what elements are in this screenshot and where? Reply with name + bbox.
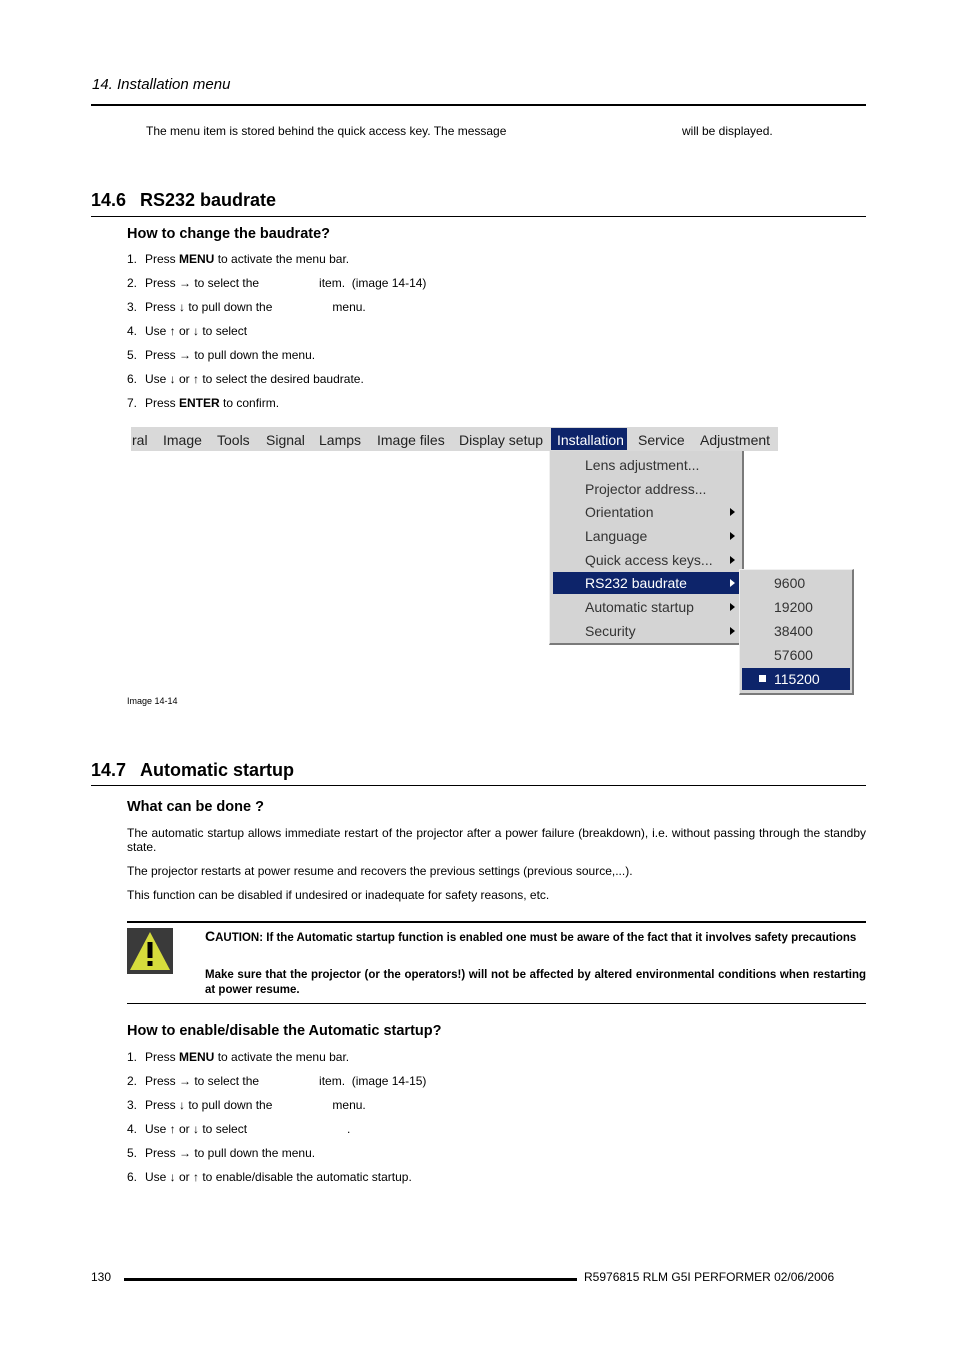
warning-icon <box>127 928 173 974</box>
step-number: 5. <box>127 1146 138 1160</box>
dropdown-item[interactable]: Security <box>585 623 636 639</box>
step-text: Press → to pull down the menu. <box>145 348 316 362</box>
list-item <box>127 1146 315 1160</box>
step-text: Press → to select the item. (image 14-15) <box>145 1074 427 1088</box>
subheading-what-can-be-done: What can be done ? <box>127 799 264 815</box>
header-rule <box>91 104 866 106</box>
page-number: 130 <box>91 1270 112 1284</box>
selected-bullet-icon <box>759 675 766 682</box>
step-text: Use ↑ or ↓ to select . <box>145 1122 351 1136</box>
menu-bar <box>131 427 778 451</box>
caution-line-1: If the Automatic startup function is enabled one must be aware of the fact that it involves safety precautions <box>266 932 857 944</box>
intro-text-b: will be displayed. <box>682 124 773 138</box>
subheading-change-baudrate: How to change the baudrate? <box>127 226 331 242</box>
menubar-item-label: Installation <box>557 432 624 448</box>
step-text: Press → to pull down the menu. <box>145 1146 316 1160</box>
step-text: Use ↓ or ↑ to enable/disable the automatic startup. <box>145 1170 412 1184</box>
subheading-enable-disable: How to enable/disable the Automatic startup? <box>127 1023 442 1039</box>
dropdown-item-selected[interactable]: RS232 baudrate <box>585 575 687 591</box>
list-item <box>127 324 247 338</box>
dropdown-item[interactable]: Orientation <box>585 504 654 520</box>
submenu-arrow-icon <box>730 508 735 516</box>
list-item <box>127 396 279 410</box>
paragraph: The projector restarts at power resume and recovers the previous settings (previous source,...). <box>127 864 633 878</box>
list-item <box>127 1074 426 1088</box>
footer-rule <box>124 1278 577 1281</box>
menubar-item-installation-highlight[interactable] <box>551 428 627 450</box>
running-header: 14. Installation menu <box>92 76 231 93</box>
paragraph: The automatic startup allows immediate restart of the projector after a power failure (breakdown), i.e. without passing through the standby state. <box>127 826 866 854</box>
dropdown-item[interactable]: Projector address... <box>585 481 707 497</box>
caution-top-rule <box>127 921 866 923</box>
list-item <box>127 1098 366 1112</box>
menubar-item[interactable]: Display setup <box>459 432 544 448</box>
menubar-item[interactable]: Lamps <box>319 432 362 448</box>
list-item <box>127 1170 412 1184</box>
submenu-arrow-icon <box>730 556 735 564</box>
dropdown-item[interactable]: Lens adjustment... <box>585 457 700 473</box>
step-text: to activate the menu bar. <box>214 1050 350 1064</box>
menubar-item[interactable]: Service <box>638 432 685 448</box>
dropdown-item[interactable]: Automatic startup <box>585 599 694 615</box>
step-number: 7. <box>127 396 138 410</box>
step-text: Press <box>145 396 180 410</box>
submenu-item[interactable]: 19200 <box>774 599 813 615</box>
section-number: 14.7 <box>91 760 127 780</box>
menubar-item[interactable]: Image <box>163 432 202 448</box>
step-key: ENTER <box>179 396 220 410</box>
step-number: 2. <box>127 1074 138 1088</box>
installation-dropdown <box>549 451 744 645</box>
submenu-arrow-icon <box>730 627 735 635</box>
step-number: 1. <box>127 1050 138 1064</box>
submenu-item[interactable]: 38400 <box>774 623 813 639</box>
section-14-6-heading <box>91 190 276 211</box>
caution-line-2: Make sure that the projector (or the operators!) will not be affected by altered environmental conditions when restarting at power resume. <box>205 969 866 996</box>
step-text: to activate the menu bar. <box>214 252 350 266</box>
step-text: Use ↑ or ↓ to select <box>145 324 248 338</box>
step-text: Press <box>145 1050 180 1064</box>
step-text: to confirm. <box>219 396 280 410</box>
submenu-arrow-icon <box>730 579 735 587</box>
list-item <box>127 1050 349 1064</box>
menubar-item[interactable]: Image files <box>377 432 445 448</box>
step-number: 5. <box>127 348 138 362</box>
step-text: Press → to select the item. (image 14-14) <box>145 276 427 290</box>
section-14-7-heading <box>91 760 294 781</box>
submenu-arrow-icon <box>730 603 735 611</box>
baudrate-submenu <box>739 569 854 695</box>
paragraph: This function can be disabled if undesired or inadequate for safety reasons, etc. <box>127 888 550 902</box>
submenu-arrow-icon <box>730 532 735 540</box>
menubar-item[interactable]: Adjustment <box>700 432 771 448</box>
submenu-item[interactable]: 57600 <box>774 647 813 663</box>
menubar-item[interactable]: ral <box>132 432 148 448</box>
intro-text-a: The menu item is stored behind the quick access key. The message <box>146 124 507 138</box>
section-rule <box>91 785 866 786</box>
caution-label-initial: C <box>205 928 216 944</box>
step-number: 4. <box>127 324 138 338</box>
list-item <box>127 276 426 290</box>
menubar-item[interactable]: Signal <box>266 432 305 448</box>
submenu-item-selected[interactable]: 115200 <box>774 671 820 687</box>
dropdown-item[interactable]: Quick access keys... <box>585 552 713 568</box>
step-text: Press <box>145 252 180 266</box>
step-text: Press ↓ to pull down the menu. <box>145 1098 366 1112</box>
step-number: 6. <box>127 1170 138 1184</box>
step-key: MENU <box>179 252 215 266</box>
list-item <box>127 252 349 266</box>
section-title: RS232 baudrate <box>140 190 277 210</box>
step-text: Use ↓ or ↑ to select the desired baudrate. <box>145 372 364 386</box>
menubar-item[interactable]: Tools <box>217 432 250 448</box>
caution-bottom-rule <box>127 1003 866 1004</box>
caution-text <box>205 929 866 946</box>
section-title: Automatic startup <box>140 760 295 780</box>
step-number: 3. <box>127 1098 138 1112</box>
dropdown-item[interactable]: Language <box>585 528 648 544</box>
step-number: 4. <box>127 1122 138 1136</box>
image-caption: Image 14-14 <box>127 696 178 706</box>
list-item <box>127 1122 350 1136</box>
section-rule <box>91 216 866 217</box>
document-id: R5976815 RLM G5I PERFORMER 02/06/2006 <box>584 1270 835 1284</box>
step-number: 2. <box>127 276 138 290</box>
list-item <box>127 300 366 314</box>
list-item <box>127 372 364 386</box>
section-number: 14.6 <box>91 190 127 210</box>
caution-label-rest: AUTION: <box>215 932 264 944</box>
step-number: 1. <box>127 252 138 266</box>
list-item <box>127 348 315 362</box>
step-text: Press ↓ to pull down the menu. <box>145 300 366 314</box>
step-number: 6. <box>127 372 138 386</box>
submenu-item[interactable]: 9600 <box>774 575 806 591</box>
step-number: 3. <box>127 300 138 314</box>
step-key: MENU <box>179 1050 215 1064</box>
